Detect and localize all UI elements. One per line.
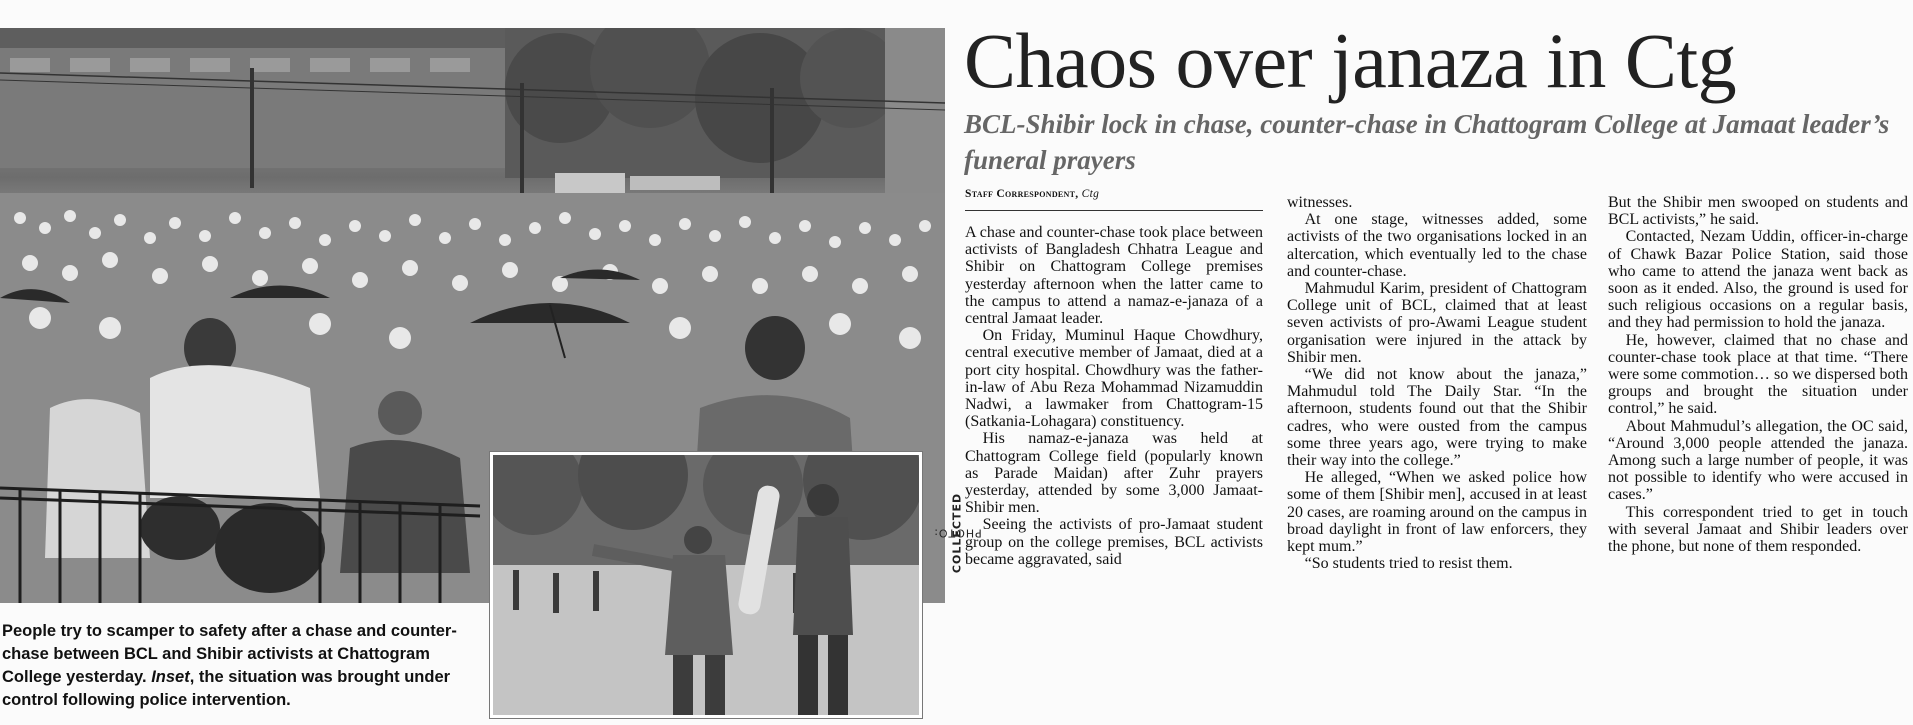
paragraph: witnesses. [1287,194,1353,211]
inset-photo [490,452,922,718]
paragraph: At one stage, witnesses added, some activists of the two organisations locked in an altercation, which eventually led to the chase and counter-chase. [1287,211,1587,280]
paragraph: Contacted, Nezam Uddin, officer-in-charge of Chawk Bazar Police Station, said those who came to attend the janaza went back as soon as it ended. Also, the ground is used for such religious occasions on a regular basis, and they had permission to hold the janaza. [1608,228,1908,332]
paragraph: A chase and counter-chase took place between activists of Bangladesh Chhatra League and Shibir on Chattogram College premises yesterday afternoon when the latter came to the campus to attend a namaz-e-janaza of a central Jamaat leader. [965,224,1263,328]
subheadline: BCL-Shibir lock in chase, counter-chase in Chattogram College at Jamaat leader’s funeral prayers [964,109,1890,175]
paragraph: On Friday, Muminul Haque Chowdhury, central executive member of Jamaat, died at a port city hospital. Chowdhury was the father-in-law of Abu Reza Mohammad Nizamuddin Nadwi, a lawmaker from Chattogram-15 (Satkania-Lohagara) constituency. [965,327,1263,431]
paragraph: Mahmudul Karim, president of Chattogram College unit of BCL, claimed that at least seven activists of pro-Awami League student organisation were injured in the attack by Shibir men. [1287,280,1587,366]
paragraph: Seeing the activists of pro-Jamaat student group on the college premises, BCL activists became aggravated, said [965,516,1263,568]
byline-rule [965,210,1263,211]
article-column-3 [1608,194,1908,555]
caption-text-2: , the situation was brought under control following police intervention. [2,668,451,709]
byline-place: Ctg [1081,188,1100,200]
paragraph: About Mahmudul’s allegation, the OC said, “Around 3,000 people attended the janaza. Among such a large number of people, it was not possible to identify who were accused in cases.” [1608,417,1908,504]
photo-credit-prefix: PHOTO: [932,526,982,539]
paragraph: He alleged, “When we asked police how some of them [Shibir men], accused in at least 20 cases, are roaming around on the campus in broad daylight in front of law enforcers, they kept mum.” [1287,469,1587,556]
paragraph: He, however, claimed that no chase and counter-chase took place at that time. “There were some commotion… so we dispersed both groups and brought the situation under control,” he said. [1608,331,1908,418]
photo-credit [932,465,982,600]
byline [965,188,1099,200]
paragraph: This correspondent tried to get in touch with several Jamaat and Shibir leaders over the phone, but none of them responded. [1608,503,1908,556]
photo-credit-name: COLLECTED [950,492,964,573]
paragraph: His namaz-e-janaza was held at Chattogram College field (popularly known as Parade Maidan) after Zuhr prayers yesterday, attended by some 3,000 Jamaat-Shibir men. [965,430,1263,517]
paragraph: But the Shibir men swooped on students and BCL activists,” he said. [1608,194,1908,229]
article-column-2 [1287,194,1587,572]
caption-inset-word: Inset [151,668,190,686]
byline-name: Staff Correspondent, [965,188,1079,200]
caption-text-1: People try to scamper to safety after a chase and counter-chase between BCL and Shibir activists at Chattogram College yesterday. [2,622,457,686]
paragraph: “We did not know about the janaza,” Mahmudul told The Daily Star. “In the afternoon, students found out that the Shibir cadres, who were ousted from the campus some three years ago, were trying to make their way into the college.” [1287,366,1587,470]
photo-caption [2,620,472,712]
headline: Chaos over janaza in Ctg [964,17,1737,104]
paragraph: “So students tried to resist them. [1304,555,1513,573]
article-column-1 [965,224,1263,568]
